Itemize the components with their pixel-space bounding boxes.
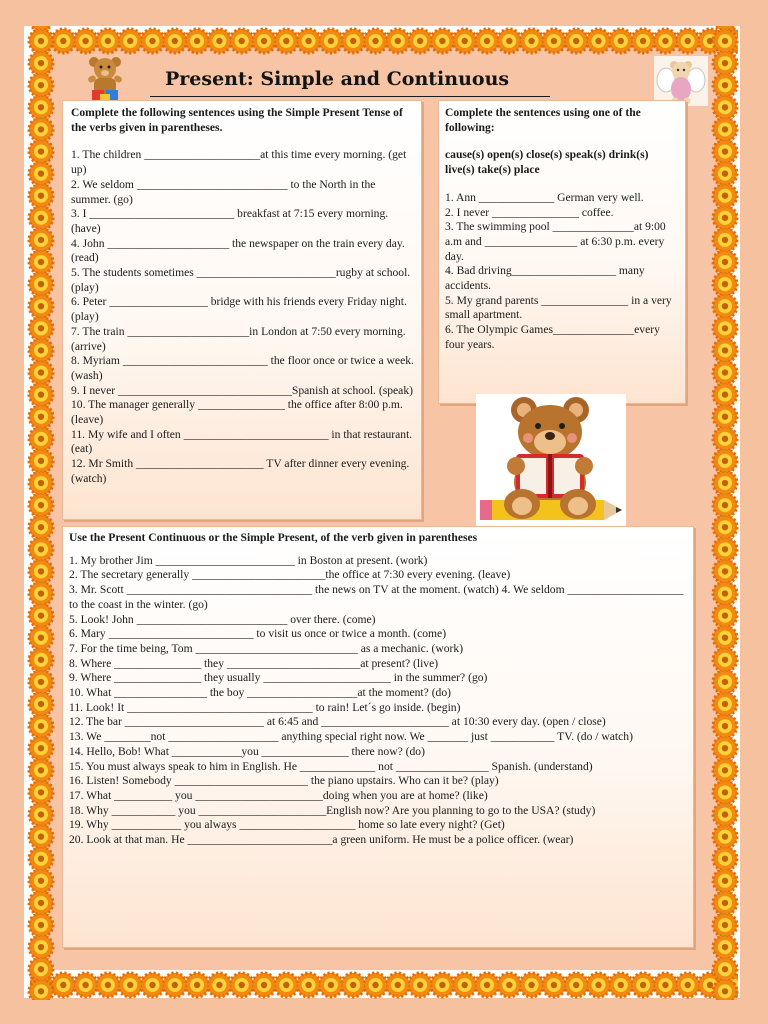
exercise-3-item: 15. You must always speak to him in English. He _____________ not ________________ Spanish. (understand): [69, 759, 593, 773]
exercise-3-item: 5. Look! John __________________________ over there. (come): [69, 612, 376, 626]
exercise-1-item: 9. I never ______________________________Spanish at school. (speak): [71, 383, 413, 397]
exercise-3-item: 7. For the time being, Tom ____________________________ as a mechanic. (work): [69, 641, 464, 655]
exercise-3-item: 1. My brother Jim ________________________ in Boston at present. (work): [69, 553, 428, 567]
exercise-1-item: 12. Mr Smith ______________________ TV after dinner every evening. (watch): [71, 457, 410, 485]
exercise-3-item: 11. Look! It ________________________________ to rain! Let´s go inside. (begin): [69, 700, 461, 714]
exercise-3-item: 16. Listen! Somebody _______________________ the piano upstairs. Who can it be? (play): [69, 774, 499, 788]
exercise-3-item: 18. Why ___________ you ______________________English now? Are you planning to go to the USA? (study): [69, 803, 596, 817]
exercise-2-instructions: Complete the sentences using one of the following:: [445, 106, 641, 134]
exercise-3-item: 3. Mr. Scott ________________________________ the news on TV at the moment. (watch) 4. We seldom ____________________ to the coast in the winter. (go): [69, 583, 684, 611]
exercise-3-panel: [62, 526, 694, 948]
exercise-1-item: 8. Myriam _________________________ the floor once or twice a week. (wash): [71, 354, 414, 382]
exercise-3-item: 9. Where _______________ they usually ______________________ in the summer? (go): [69, 671, 488, 685]
angel-teddy-illustration: [654, 56, 708, 106]
exercise-3-item: 6. Mary _________________________ to visit us once or twice a month. (come): [69, 627, 447, 641]
exercise-2-item: 1. Ann _____________ German very well.: [445, 190, 644, 204]
exercise-1-item: 6. Peter _________________ bridge with his friends every Friday night. (play): [71, 295, 407, 324]
exercise-1-item: 10. The manager generally _______________ the office after 8:00 p.m. (leave): [71, 398, 403, 427]
exercise-1-item: 7. The train _____________________in London at 7:50 every morning. (arrive): [71, 324, 406, 353]
exercise-2-item: 4. Bad driving__________________ many accidents.: [445, 264, 645, 293]
exercise-1-item: 1. The children ____________________at this time every morning. (get up): [71, 148, 407, 177]
exercise-1-item: 5. The students sometimes ________________________rugby at school. (play): [71, 266, 411, 294]
flower-border-right: [710, 0, 740, 1024]
flower-border-bottom: [0, 970, 768, 1000]
reading-bear-illustration: [476, 394, 626, 530]
exercise-1-item: 2. We seldom __________________________ to the North in the summer. (go): [71, 177, 376, 206]
exercise-3-item: 10. What ________________ the boy ___________________at the moment? (do): [69, 686, 452, 700]
exercise-3-item: 17. What __________ you ______________________doing when you are at home? (like): [69, 788, 488, 802]
exercise-1-item: 4. John _____________________ the newspaper on the train every day. (read): [71, 236, 405, 265]
exercise-2-item: 2. I never _______________ coffee.: [445, 205, 614, 219]
exercise-2-item: 5. My grand parents _______________ in a very small apartment.: [445, 293, 672, 322]
exercise-3-item: 20. Look at that man. He _________________________a green uniform. He must be a police officer. (wear): [69, 833, 574, 847]
exercise-3-item: 14. Hello, Bob! What ____________you _______________ there now? (do): [69, 744, 425, 758]
exercise-2-item: 6. The Olympic Games______________every four years.: [445, 323, 660, 351]
title-underline: [150, 96, 550, 97]
exercise-3-item: 12. The bar ________________________ at 6:45 and ______________________ at 10:30 every day. (open / close): [69, 715, 606, 729]
exercise-3-instructions: Use the Present Continuous or the Simple Present, of the verb given in parentheses: [69, 531, 478, 544]
exercise-1-item: 11. My wife and I often _________________________ in that restaurant. (eat): [71, 427, 413, 456]
exercise-1-panel: [62, 100, 422, 520]
exercise-3-item: 13. We ________not ___________________ anything special right now. We _______ just ___________ TV. (do / watch): [69, 730, 633, 744]
page-title: Present: Simple and Continuous: [165, 68, 510, 90]
exercise-3-item: 2. The secretary generally _______________________the office at 7:30 every evening. (leave): [69, 568, 511, 582]
exercise-1-instructions: Complete the following sentences using the Simple Present Tense of the verbs given in parentheses.: [71, 106, 403, 134]
exercise-3-item: 8. Where _______________ they _______________________at present? (live): [69, 656, 439, 670]
exercise-2-word-bank: cause(s) open(s) close(s) speak(s) drink(s) live(s) take(s) place: [445, 148, 649, 177]
flower-border-left: [26, 0, 56, 1024]
exercise-2-panel: [438, 100, 686, 404]
exercise-3-item: 19. Why ____________ you always ____________________ home so late every night? (Get): [69, 818, 505, 832]
exercise-2-item: 3. The swimming pool ______________at 9:00 a.m and ________________ at 6:30 p.m. every day.: [445, 220, 666, 263]
flower-border-top: [0, 26, 768, 56]
exercise-1-item: 3. I _________________________ breakfast at 7:15 every morning. (have): [71, 207, 389, 235]
teddy-letters-illustration: [82, 54, 128, 104]
